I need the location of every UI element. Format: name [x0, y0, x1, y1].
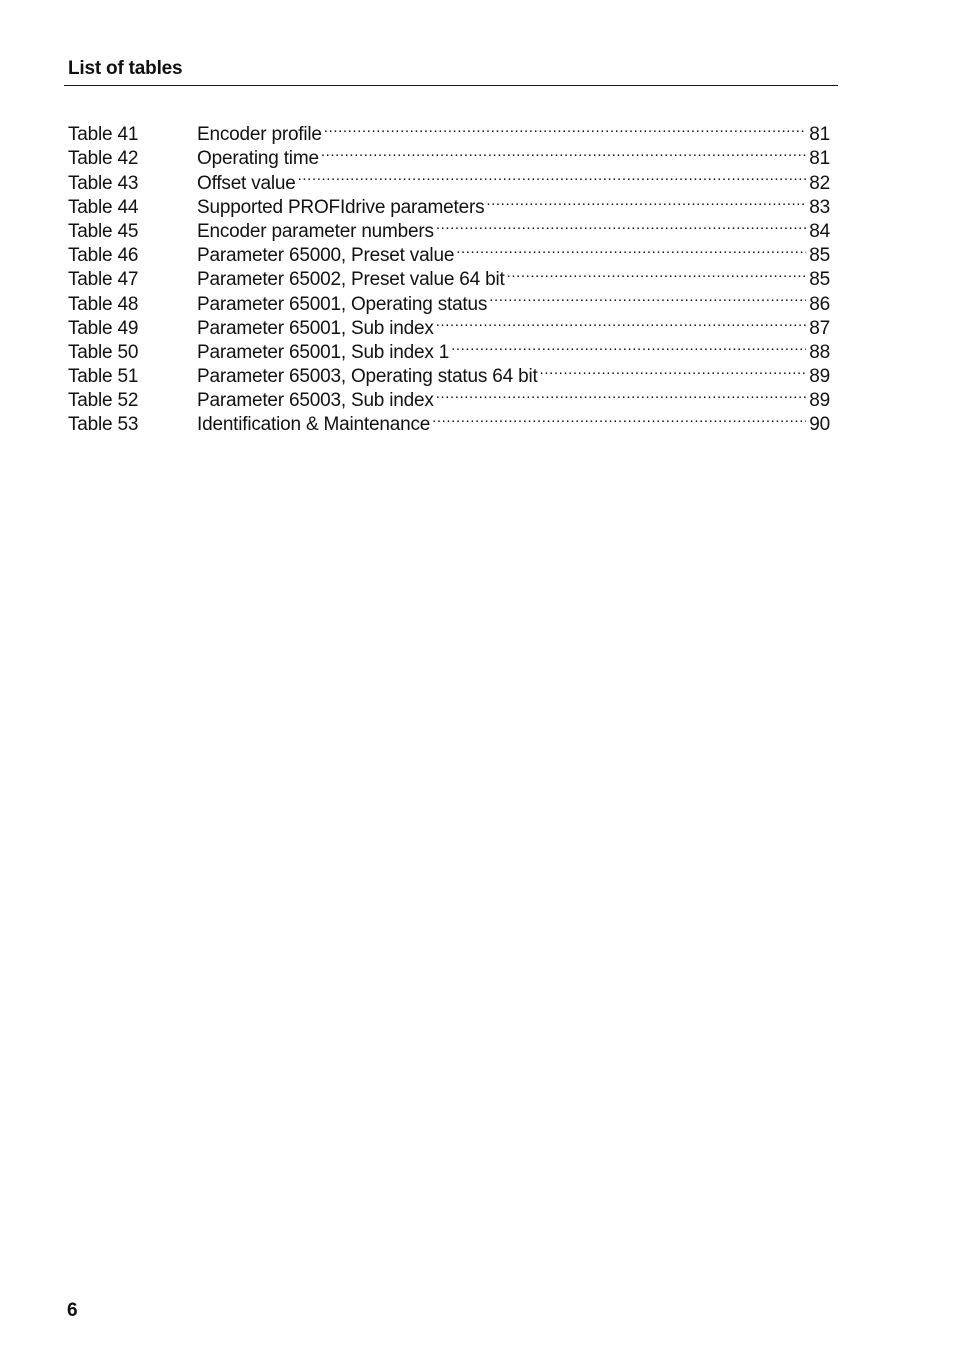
- page-reference: 87: [809, 317, 830, 339]
- dot-leader: [489, 285, 806, 309]
- table-number: Table 49: [68, 317, 139, 339]
- page-reference: 88: [809, 341, 830, 363]
- table-number: Table 46: [68, 245, 139, 267]
- table-number: Table 53: [68, 414, 139, 436]
- page-reference: 81: [809, 124, 830, 146]
- dot-leader: [298, 164, 807, 188]
- page-reference: 81: [809, 148, 830, 170]
- page-number: 6: [67, 1300, 78, 1321]
- table-title: Encoder profile: [197, 124, 322, 146]
- table-number: Table 47: [68, 269, 139, 291]
- page-reference: 82: [809, 172, 830, 194]
- table-number: Table 52: [68, 390, 139, 412]
- dot-leader: [451, 334, 806, 358]
- dot-leader: [436, 310, 807, 334]
- page-title: List of tables: [68, 58, 183, 79]
- table-title: Parameter 65000, Preset value: [197, 245, 455, 267]
- table-title: Identification & Maintenance: [197, 414, 431, 436]
- dot-leader: [507, 261, 807, 285]
- table-title: Parameter 65001, Sub index: [197, 317, 434, 339]
- table-number: Table 48: [68, 293, 139, 315]
- dot-leader: [321, 140, 806, 164]
- dot-leader: [436, 382, 807, 406]
- table-title: Parameter 65001, Operating status: [197, 293, 488, 315]
- table-number: Table 43: [68, 172, 139, 194]
- page-reference: 86: [809, 293, 830, 315]
- page-reference: 89: [809, 390, 830, 412]
- table-number: Table 45: [68, 220, 139, 242]
- page-reference: 83: [809, 196, 830, 218]
- page-reference: 89: [809, 366, 830, 388]
- page-reference: 85: [809, 245, 830, 267]
- table-title: Parameter 65003, Sub index: [197, 390, 434, 412]
- dot-leader: [540, 358, 807, 382]
- table-number: Table 42: [68, 148, 139, 170]
- table-title: Parameter 65002, Preset value 64 bit: [197, 269, 505, 291]
- table-number: Table 51: [68, 366, 139, 388]
- page-reference: 84: [809, 220, 830, 242]
- dot-leader: [436, 213, 806, 237]
- table-number: Table 41: [68, 124, 139, 146]
- list-item[interactable]: [68, 116, 830, 146]
- dot-leader: [324, 116, 806, 140]
- title-divider: [64, 85, 838, 86]
- table-title: Supported PROFIdrive parameters: [197, 196, 485, 218]
- table-list: [68, 116, 830, 436]
- table-title: Parameter 65003, Operating status 64 bit: [197, 366, 538, 388]
- dot-leader: [432, 406, 806, 430]
- table-title: Operating time: [197, 148, 319, 170]
- dot-leader: [456, 237, 806, 261]
- table-title: Encoder parameter numbers: [197, 220, 434, 242]
- table-title: Offset value: [197, 172, 296, 194]
- page-reference: 85: [809, 269, 830, 291]
- dot-leader: [486, 189, 806, 213]
- table-title: Parameter 65001, Sub index 1: [197, 341, 450, 363]
- table-number: Table 50: [68, 341, 139, 363]
- page-reference: 90: [809, 414, 830, 436]
- table-number: Table 44: [68, 196, 139, 218]
